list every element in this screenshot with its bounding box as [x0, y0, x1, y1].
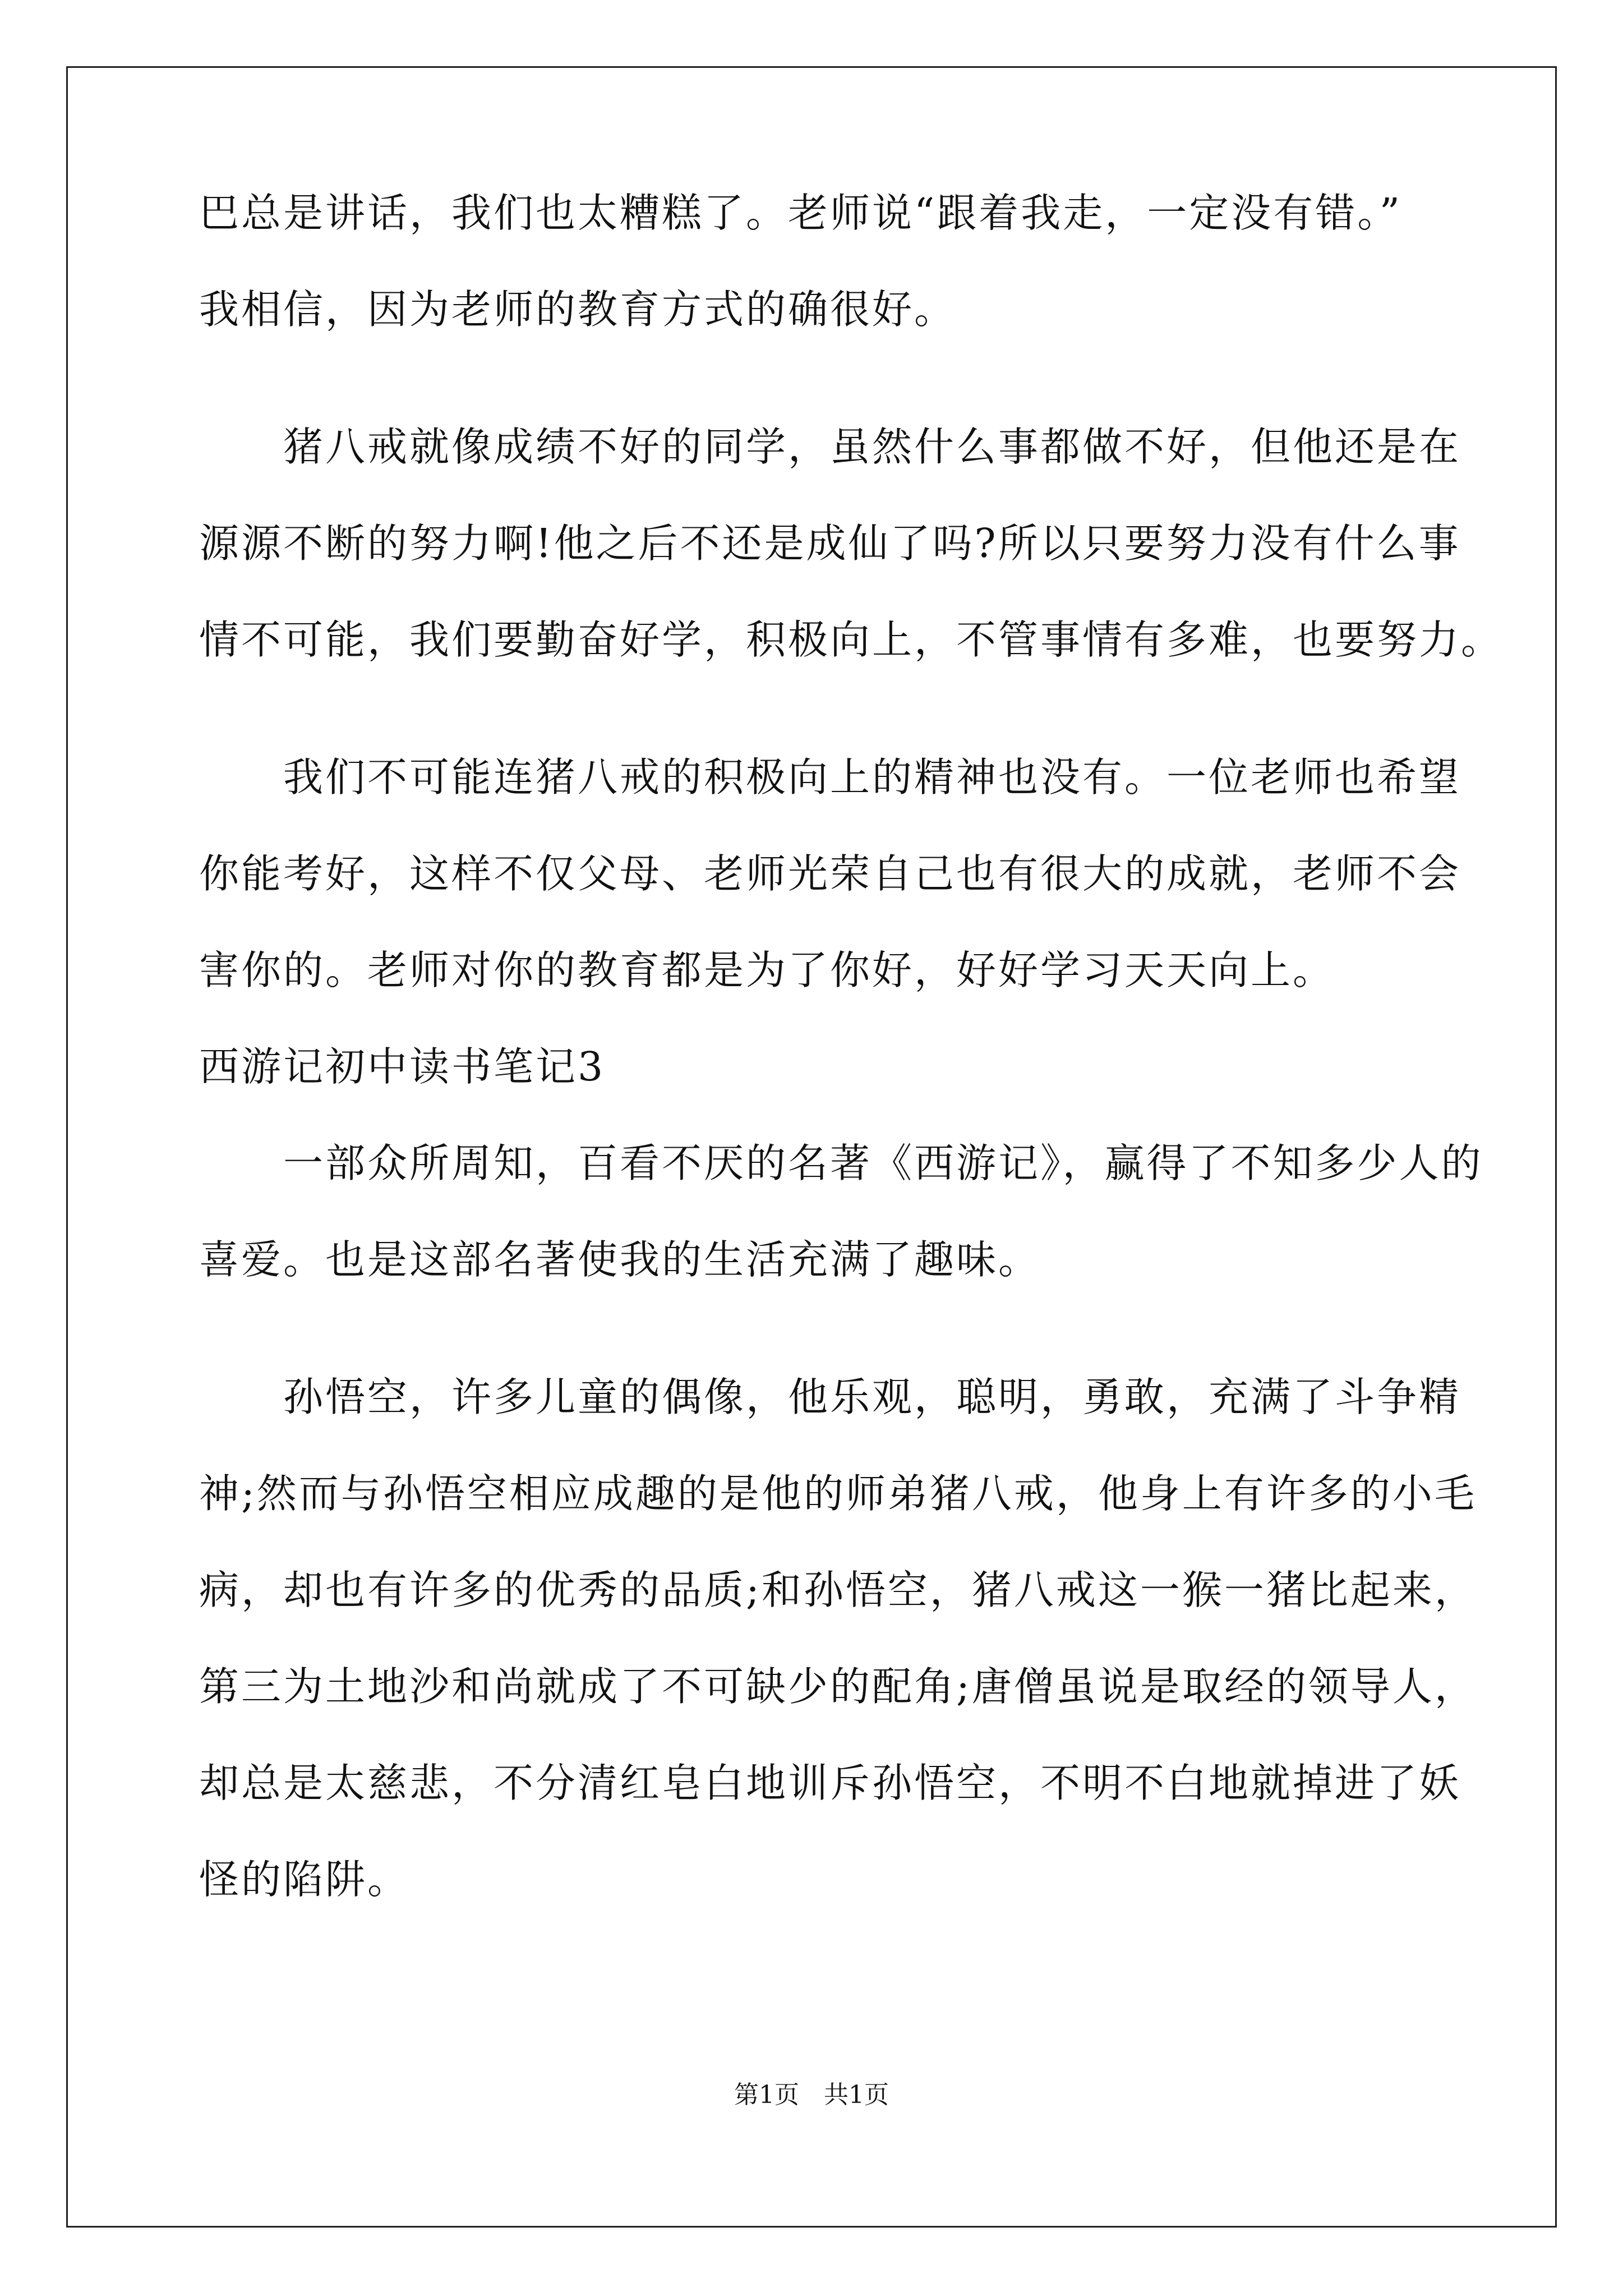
text-line: 却总是太慈悲，不分清红皂白地训斥孙悟空，不明不白地就掉进了妖: [199, 1760, 1461, 1806]
text-line: 神;然而与孙悟空相应成趣的是他的师弟猪八戒，他身上有许多的小毛: [199, 1470, 1477, 1517]
text-line: 猪八戒就像成绩不好的同学，虽然什么事都做不好，但他还是在: [199, 424, 1461, 470]
text-line: 怪的陷阱。: [199, 1856, 410, 1903]
text-line: 喜爱。也是这部名著使我的生活充满了趣味。: [199, 1236, 1041, 1283]
text-line: 源源不断的努力啊!他之后不还是成仙了吗?所以只要努力没有什么事: [199, 520, 1461, 567]
text-line: 害你的。老师对你的教育都是为了你好，好好学习天天向上。: [199, 947, 1335, 993]
text-line: 孙悟空，许多儿童的偶像，他乐观，聪明，勇敢，充满了斗争精: [199, 1374, 1461, 1420]
text-line: 巴总是讲话，我们也太糟糕了。老师说“跟着我走，一定没有错。”: [199, 190, 1403, 236]
text-line: 一部众所周知，百看不厌的名著《西游记》，赢得了不知多少人的: [199, 1140, 1483, 1186]
text-line: 病，却也有许多的优秀的品质;和孙悟空，猪八戒这一猴一猪比起来，: [199, 1567, 1477, 1613]
text-line: 我们不可能连猪八戒的积极向上的精神也没有。一位老师也希望: [199, 754, 1461, 800]
text-line: 你能考好，这样不仅父母、老师光荣自己也有很大的成就，老师不会: [199, 850, 1461, 897]
text-line: 我相信，因为老师的教育方式的确很好。: [199, 286, 957, 333]
page-number: 第1页 共1页: [734, 2081, 889, 2109]
section-heading: 西游记初中读书笔记3: [199, 1043, 606, 1090]
text-line: 第三为土地沙和尚就成了不可缺少的配角;唐僧虽说是取经的领导人，: [199, 1663, 1477, 1710]
text-line: 情不可能，我们要勤奋好学，积极向上，不管事情有多难，也要努力。: [199, 616, 1504, 663]
